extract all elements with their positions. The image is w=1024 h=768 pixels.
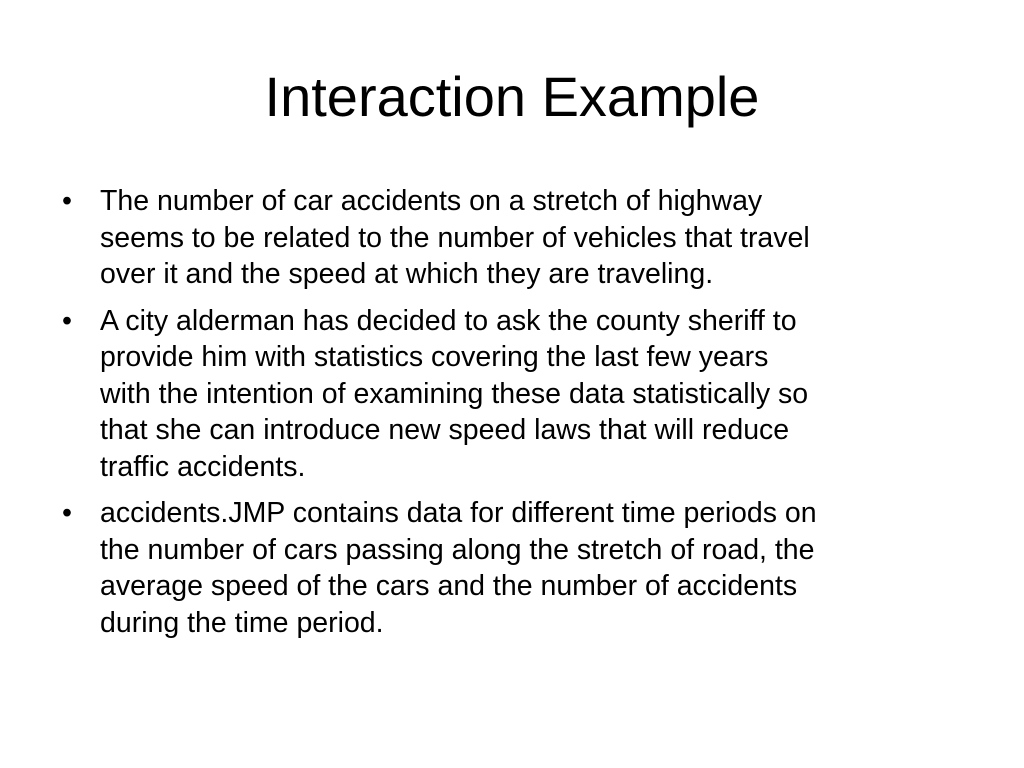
bullet-text-line: traffic accidents.	[100, 450, 306, 483]
bullet-text-line: The number of car accidents on a stretch of highway	[100, 185, 763, 217]
bullet-text-line: average speed of the cars and the number of accidents	[100, 570, 798, 602]
bullet-text-line: during the time period.	[100, 606, 384, 639]
bullet-item	[62, 183, 972, 293]
bullet-text-line: that she can introduce new speed laws that will reduce	[100, 414, 790, 446]
bullet-item	[62, 303, 972, 486]
bullet-item	[62, 495, 972, 641]
bullet-text-line: seems to be related to the number of vehicles that travel	[100, 221, 810, 254]
bullet-icon: •	[62, 497, 72, 529]
bullet-text-line: A city alderman has decided to ask the county sheriff to	[100, 304, 797, 337]
bullet-text-line: accidents.JMP contains data for different time periods on	[100, 497, 817, 529]
bullet-icon: •	[62, 185, 72, 217]
bullet-icon: •	[62, 304, 72, 337]
bullet-text-line: provide him with statistics covering the last few years	[100, 341, 769, 373]
bullet-text-line: the number of cars passing along the stretch of road, the	[100, 533, 815, 566]
bullet-list	[62, 183, 972, 651]
bullet-text-line: over it and the speed at which they are traveling.	[100, 258, 714, 290]
slide-title: Interaction Example	[264, 65, 760, 128]
bullet-text-line: with the intention of examining these data statistically so	[100, 377, 809, 410]
